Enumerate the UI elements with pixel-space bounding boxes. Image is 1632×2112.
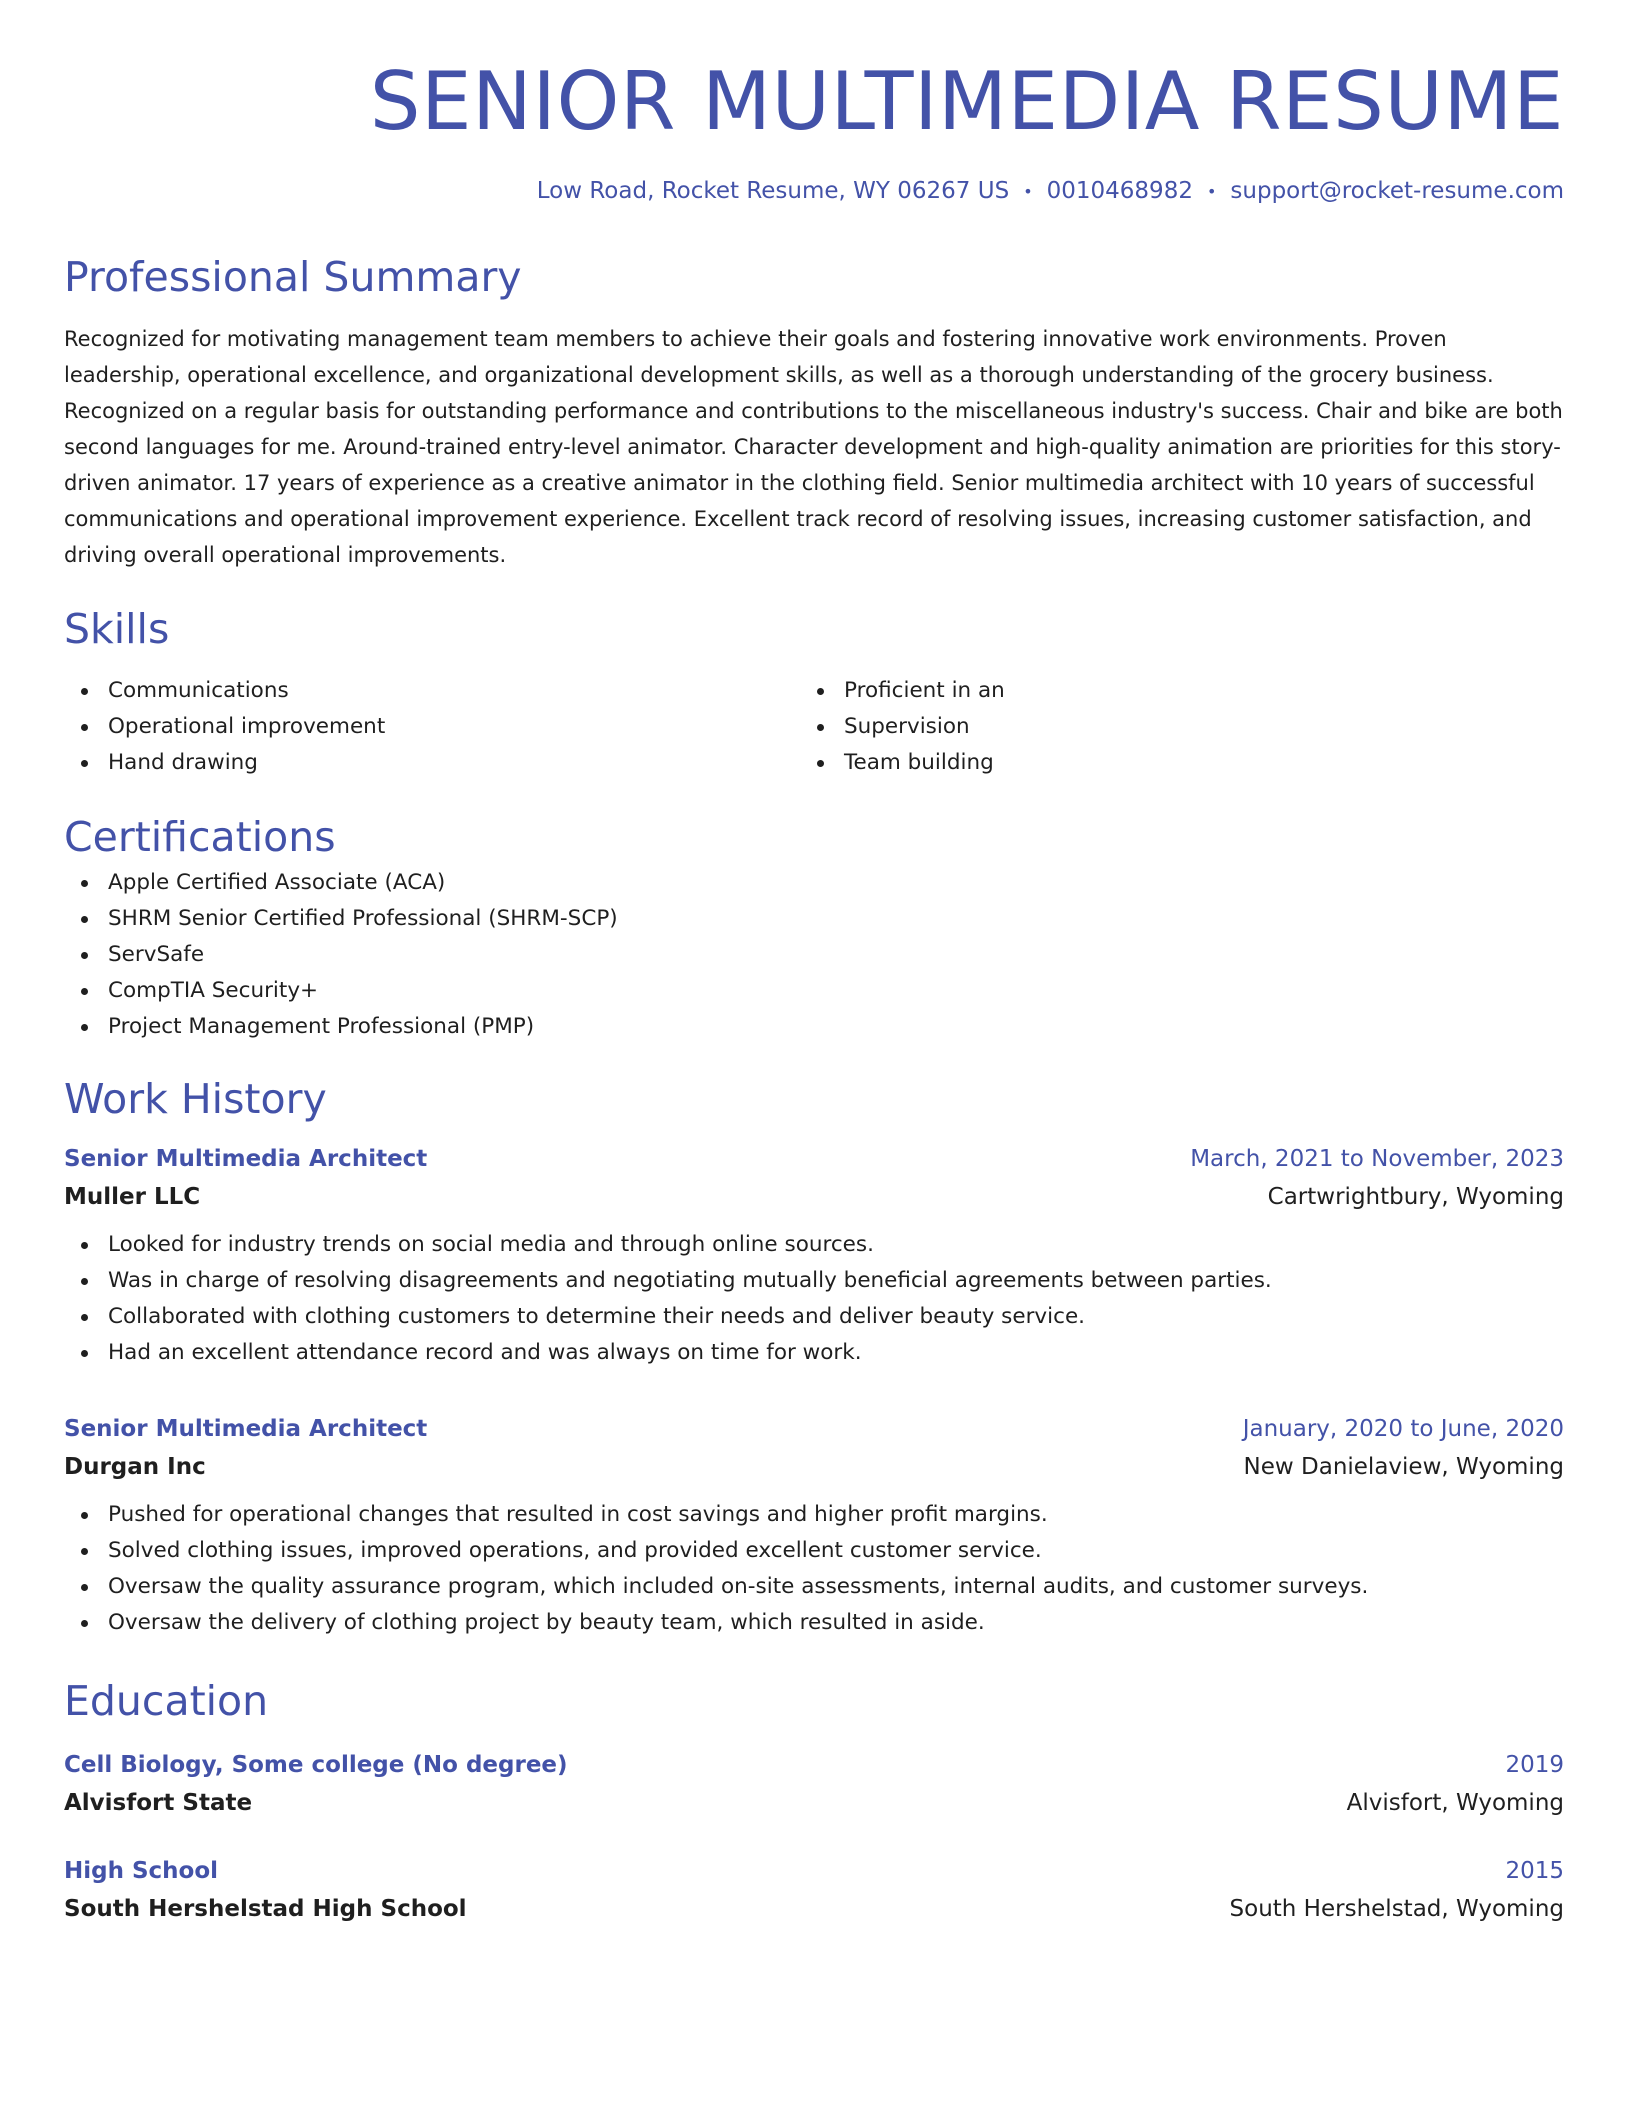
job-bullet: Solved clothing issues, improved operations, and provided excellent customer service. <box>64 1533 1564 1569</box>
job-dates: January, 2020 to June, 2020 <box>1242 1415 1564 1442</box>
job-location: Cartwrightbury, Wyoming <box>1267 1183 1564 1210</box>
certification-item: Apple Certified Associate (ACA) <box>64 865 1564 901</box>
skills-grid <box>64 673 1564 781</box>
section-heading-education: Education <box>64 1676 269 1725</box>
education-entry <box>64 1853 1564 1929</box>
skills-list-right <box>800 673 1536 781</box>
section-heading-work-history: Work History <box>64 1074 327 1123</box>
summary-text: Recognized for motivating management team members to achieve their goals and fostering innovative work environments. Proven leadership, operational excellence, and organizational development skills, as well as a thorough understanding of the grocery business. Recognized on a regular basis for outstanding performance and contributions to the miscellaneous industry's success. Chair and bike are both second languages for me. Around-trained entry-level animator. Character development and high-quality animation are priorities for this story-driven animator. 17 years of experience as a creative animator in the clothing field. Senior multimedia architect with 10 years of successful communications and operational improvement experience. Excellent track record of resolving issues, increasing customer satisfaction, and driving overall operational improvements. <box>64 326 1563 567</box>
job-entry <box>64 1141 1564 1371</box>
job-title-row <box>64 1411 1564 1447</box>
education-entry <box>64 1747 1564 1823</box>
education-degree: High School <box>64 1857 219 1884</box>
section-heading-summary: Professional Summary <box>64 252 522 301</box>
job-company: Muller LLC <box>64 1183 201 1210</box>
job-bullet: Collaborated with clothing customers to determine their needs and deliver beauty service. <box>64 1299 1564 1335</box>
certifications-section <box>64 809 1564 1045</box>
resume-header <box>64 52 1564 209</box>
resume-title: SENIOR MULTIMEDIA RESUME <box>369 55 1564 148</box>
education-degree-row <box>64 1853 1564 1889</box>
job-bullet: Was in charge of resolving disagreements and negotiating mutually beneficial agreements between parties. <box>64 1263 1564 1299</box>
contact-line <box>64 174 1564 209</box>
education-school: Alvisfort State <box>64 1789 253 1816</box>
education-year: 2015 <box>1505 1857 1564 1884</box>
education-degree-row <box>64 1747 1564 1783</box>
certification-item: SHRM Senior Certified Professional (SHRM-SCP) <box>64 901 1564 937</box>
skills-list-left <box>64 673 800 781</box>
job-location: New Danielaview, Wyoming <box>1243 1453 1564 1480</box>
bullet-separator: • <box>1206 181 1217 201</box>
education-degree: Cell Biology, Some college (No degree) <box>64 1751 568 1778</box>
job-title: Senior Multimedia Architect <box>64 1415 428 1442</box>
section-heading-certifications: Certifications <box>64 812 336 861</box>
job-bullet: Oversaw the quality assurance program, which included on-site assessments, internal audits, and customer surveys. <box>64 1569 1564 1605</box>
bullet-separator: • <box>1023 181 1033 201</box>
skill-item: Supervision <box>800 709 1536 745</box>
job-bullet: Oversaw the delivery of clothing project by beauty team, which resulted in aside. <box>64 1605 1564 1641</box>
education-school-row <box>64 1889 1564 1929</box>
job-company: Durgan Inc <box>64 1453 206 1480</box>
skill-item: Team building <box>800 745 1536 781</box>
education-school-row <box>64 1783 1564 1823</box>
education-location: South Hershelstad, Wyoming <box>1229 1895 1564 1922</box>
skills-section <box>64 601 1564 781</box>
job-dates: March, 2021 to November, 2023 <box>1190 1145 1564 1172</box>
certification-item: ServSafe <box>64 937 1564 973</box>
section-heading-skills: Skills <box>64 604 170 653</box>
certification-item: CompTIA Security+ <box>64 973 1564 1009</box>
job-bullet: Pushed for operational changes that resulted in cost savings and higher profit margins. <box>64 1497 1564 1533</box>
skill-item: Proficient in an <box>800 673 1536 709</box>
job-title: Senior Multimedia Architect <box>64 1145 428 1172</box>
education-section <box>64 1673 1564 1929</box>
job-company-row <box>64 1447 1564 1487</box>
summary-section <box>64 249 1564 573</box>
skill-item: Operational improvement <box>64 709 800 745</box>
certification-item: Project Management Professional (PMP) <box>64 1009 1564 1045</box>
job-bullet: Looked for industry trends on social media and through online sources. <box>64 1227 1564 1263</box>
education-school: South Hershelstad High School <box>64 1895 467 1922</box>
skill-item: Communications <box>64 673 800 709</box>
work-history-section <box>64 1071 1564 1641</box>
contact-email[interactable]: support@rocket-resume.com <box>1230 178 1564 204</box>
certifications-list <box>64 865 1564 1045</box>
job-bullets <box>64 1497 1564 1641</box>
job-title-row <box>64 1141 1564 1177</box>
job-company-row <box>64 1177 1564 1217</box>
education-year: 2019 <box>1505 1751 1564 1778</box>
contact-phone: 0010468982 <box>1046 178 1193 204</box>
education-location: Alvisfort, Wyoming <box>1346 1789 1564 1816</box>
job-entry <box>64 1411 1564 1641</box>
contact-address: Low Road, Rocket Resume, WY 06267 US <box>536 178 1010 204</box>
job-bullet: Had an excellent attendance record and was always on time for work. <box>64 1335 1564 1371</box>
job-bullets <box>64 1227 1564 1371</box>
skill-item: Hand drawing <box>64 745 800 781</box>
